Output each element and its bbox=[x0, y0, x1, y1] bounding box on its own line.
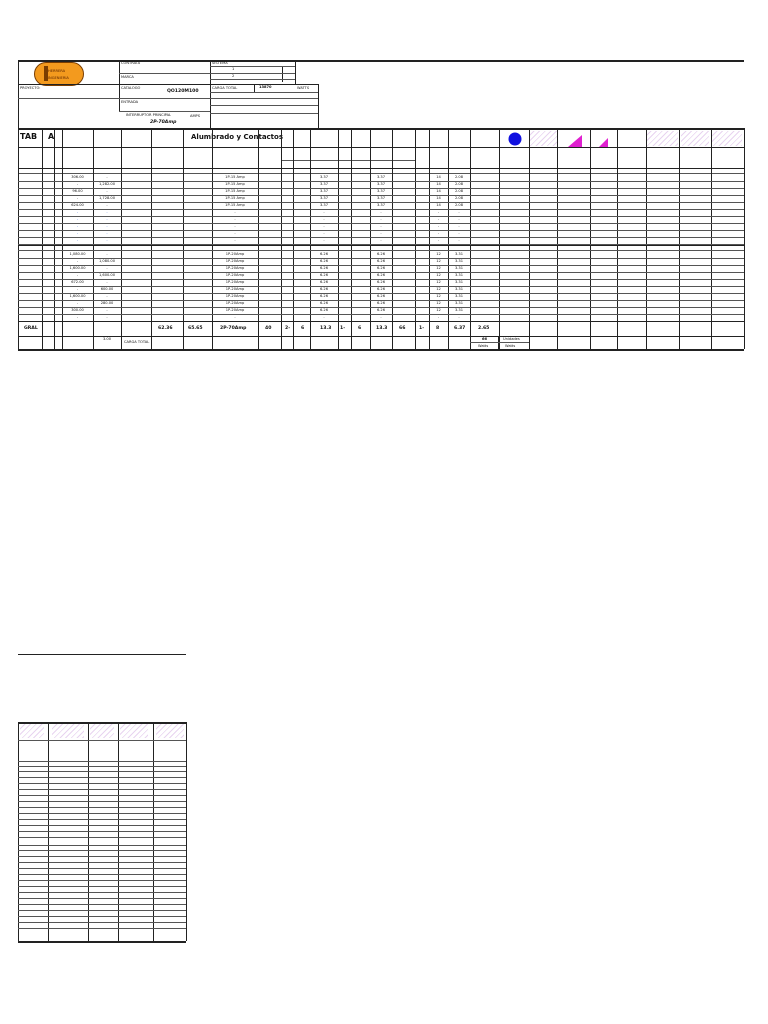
table-cell: 6.26 bbox=[376, 287, 385, 291]
total-value: 6.37 bbox=[454, 326, 466, 331]
table-cell: 3.37 bbox=[319, 182, 328, 186]
table-column-line bbox=[338, 128, 339, 349]
table-cell: 6.26 bbox=[376, 308, 385, 312]
table-column-line bbox=[590, 128, 591, 349]
amps-label: AMPS bbox=[190, 114, 201, 118]
total-label: GRAL bbox=[24, 326, 38, 331]
table-cell: 3.37 bbox=[319, 189, 328, 193]
carga-total-label: CARGA TOTAL bbox=[212, 86, 238, 90]
table-cell: 1P-20Amp bbox=[225, 280, 245, 284]
table-cell: - bbox=[380, 224, 382, 228]
hatched-icon bbox=[20, 724, 44, 738]
table-cell: - bbox=[458, 315, 460, 319]
table-cell: 3.37 bbox=[319, 203, 328, 207]
interruptor-label: INTERRUPTOR PRINCIPAL bbox=[126, 113, 172, 117]
table-cell: 1P-15 Amp bbox=[225, 175, 245, 179]
table-cell: 6.26 bbox=[319, 266, 328, 270]
table-cell: 1,600.00 bbox=[69, 294, 86, 298]
table-cell: 6.26 bbox=[376, 280, 385, 284]
table-cell: 1P-15 Amp bbox=[225, 196, 245, 200]
hatched-icon bbox=[120, 724, 148, 738]
table-cell: 2.08 bbox=[454, 189, 463, 193]
table-column-line bbox=[293, 128, 294, 349]
total-value: 1- bbox=[419, 326, 425, 331]
hatched-icon bbox=[156, 724, 184, 738]
table-cell: 14 bbox=[436, 182, 441, 186]
total-value: 8 bbox=[436, 326, 440, 331]
table-cell: - bbox=[458, 217, 460, 221]
table-column-line bbox=[151, 128, 152, 349]
table-cell: - bbox=[458, 238, 460, 242]
table-cell: 12 bbox=[436, 266, 441, 270]
table-cell: - bbox=[76, 287, 79, 291]
tab-label: TAB bbox=[20, 132, 38, 141]
table-cell: - bbox=[234, 224, 236, 228]
table-cell: - bbox=[76, 259, 79, 263]
table-cell: 2.08 bbox=[454, 182, 463, 186]
table-cell: 3.37 bbox=[376, 182, 385, 186]
table-cell: 1P-15 Amp bbox=[225, 189, 245, 193]
tab-value: A bbox=[48, 132, 55, 141]
table-cell: - bbox=[380, 238, 382, 242]
table-cell: 2.08 bbox=[454, 196, 463, 200]
table-cell: 6.26 bbox=[376, 259, 385, 263]
table-cell: 6.26 bbox=[376, 273, 385, 277]
sistema-value-2: 2 bbox=[232, 74, 235, 78]
table-cell: 12 bbox=[436, 301, 441, 305]
table-cell: 12 bbox=[436, 273, 441, 277]
table-cell: 2.08 bbox=[454, 175, 463, 179]
table-cell: 1P-20Amp bbox=[225, 294, 245, 298]
table-cell: 3.31 bbox=[454, 287, 463, 291]
magenta-wedge-small-icon bbox=[599, 138, 608, 147]
table-cell: 672.00 bbox=[71, 280, 84, 284]
table-cell: - bbox=[323, 315, 325, 319]
total-value: 66 bbox=[399, 326, 406, 331]
total-breaker: 2P-70Amp bbox=[220, 326, 247, 331]
table-cell: 12 bbox=[436, 280, 441, 284]
total-value: 2.65 bbox=[478, 326, 490, 331]
table-cell: 14 bbox=[436, 196, 441, 200]
table-cell: - bbox=[380, 217, 382, 221]
table-cell: 14 bbox=[436, 175, 441, 179]
table-title: Alumbrado y Contactos bbox=[191, 133, 284, 141]
table-cell: - bbox=[76, 210, 79, 214]
catalogo-label: CATALOGO bbox=[121, 86, 141, 90]
table-cell: 280.00 bbox=[100, 301, 114, 305]
table-cell: - bbox=[106, 217, 108, 221]
table-cell: 1P-20Amp bbox=[225, 266, 245, 270]
table-cell: 6.26 bbox=[319, 273, 328, 277]
table-cell: 6.26 bbox=[319, 259, 328, 263]
table-cell: - bbox=[106, 308, 108, 312]
logo-text-top: HERRERA bbox=[48, 69, 66, 73]
table-cell: 3.31 bbox=[454, 252, 463, 256]
table-cell: - bbox=[437, 231, 440, 235]
total-value: 62.36 bbox=[158, 326, 173, 331]
table-cell: - bbox=[106, 315, 108, 319]
table-cell: 14 bbox=[436, 203, 441, 207]
total-value: 40 bbox=[265, 326, 272, 331]
units-label: Unidades bbox=[503, 337, 520, 341]
table-cell: - bbox=[323, 231, 325, 235]
table-column-line bbox=[392, 128, 393, 349]
table-cell: - bbox=[106, 252, 108, 256]
proyecto-label: PROYECTO: bbox=[20, 86, 41, 90]
table-cell: - bbox=[106, 189, 108, 193]
entrada-label: ENTRADA bbox=[121, 100, 139, 104]
table-cell: 6.26 bbox=[319, 252, 328, 256]
hatched-icon bbox=[646, 131, 678, 146]
table-cell: - bbox=[106, 203, 108, 207]
table-cell: - bbox=[76, 217, 79, 221]
table-cell: - bbox=[106, 210, 108, 214]
table-cell: 6.26 bbox=[376, 266, 385, 270]
table-cell: - bbox=[76, 273, 79, 277]
sistema-value-1: 1 bbox=[232, 67, 235, 71]
table-cell: 1P-20Amp bbox=[225, 252, 245, 256]
table-cell: - bbox=[106, 294, 108, 298]
table-cell: 3.31 bbox=[454, 273, 463, 277]
table-cell: - bbox=[106, 224, 108, 228]
table-cell: - bbox=[234, 217, 236, 221]
table-cell: - bbox=[380, 315, 382, 319]
total-value: 1- bbox=[340, 326, 346, 331]
table-cell: 1P-20Amp bbox=[225, 259, 245, 263]
table-cell: 600.00 bbox=[100, 287, 114, 291]
table-cell: - bbox=[234, 238, 236, 242]
blue-circle-icon bbox=[509, 133, 522, 146]
table-cell: - bbox=[437, 315, 440, 319]
table-cell: - bbox=[106, 280, 108, 284]
table-cell: - bbox=[234, 210, 236, 214]
table-cell: 3.37 bbox=[376, 175, 385, 179]
table-column-line bbox=[529, 128, 530, 349]
table-cell: - bbox=[323, 210, 325, 214]
table-cell: 3.37 bbox=[376, 189, 385, 193]
table-cell: - bbox=[437, 217, 440, 221]
table-cell: - bbox=[437, 238, 440, 242]
table-column-line bbox=[711, 128, 712, 349]
table-column-line bbox=[54, 128, 55, 349]
table-cell: - bbox=[437, 224, 440, 228]
table-cell: 1,282.00 bbox=[98, 182, 115, 186]
table-cell: 3.31 bbox=[454, 301, 463, 305]
table-cell: 6.26 bbox=[376, 301, 385, 305]
table-column-line bbox=[281, 128, 282, 349]
table-cell: 306.00 bbox=[71, 175, 84, 179]
table-column-line bbox=[42, 128, 43, 349]
footer-value: 3.00 bbox=[103, 337, 112, 341]
table-cell: 6.26 bbox=[319, 308, 328, 312]
table-cell: - bbox=[76, 231, 79, 235]
table-cell: - bbox=[106, 175, 108, 179]
table-cell: 6.26 bbox=[376, 252, 385, 256]
watts-label: WATTS bbox=[297, 86, 310, 90]
table-column-line bbox=[499, 128, 500, 349]
table-cell: 1,080.00 bbox=[69, 252, 86, 256]
table-cell: - bbox=[458, 224, 460, 228]
table-cell: 96.00 bbox=[72, 189, 83, 193]
watts-unit: Watts bbox=[505, 344, 516, 348]
table-cell: 3.37 bbox=[376, 203, 385, 207]
total-value: 6 bbox=[358, 326, 362, 331]
total-value: 65.65 bbox=[188, 326, 203, 331]
total-value: 6 bbox=[301, 326, 305, 331]
table-cell: 3.37 bbox=[319, 175, 328, 179]
table-cell: 1P-20Amp bbox=[225, 301, 245, 305]
table-cell: 3.31 bbox=[454, 280, 463, 284]
table-cell: 12 bbox=[436, 252, 441, 256]
table-cell: - bbox=[323, 238, 325, 242]
table-cell: - bbox=[76, 301, 79, 305]
table-column-line bbox=[557, 128, 558, 349]
table-cell: 3.31 bbox=[454, 266, 463, 270]
marca-label: MARCA bbox=[121, 75, 134, 79]
total-value: 13.3 bbox=[320, 326, 332, 331]
table-cell: - bbox=[76, 196, 79, 200]
table-column-line bbox=[617, 128, 618, 349]
table-cell: 6.26 bbox=[319, 287, 328, 291]
table-cell: 1P-20Amp bbox=[225, 273, 245, 277]
table-cell: - bbox=[76, 315, 79, 319]
table-cell: - bbox=[106, 231, 108, 235]
table-cell: 3.37 bbox=[376, 196, 385, 200]
table-column-line bbox=[183, 128, 184, 349]
table-cell: - bbox=[76, 182, 79, 186]
table-cell: 3.31 bbox=[454, 308, 463, 312]
table-cell: 6.26 bbox=[319, 301, 328, 305]
table-column-line bbox=[351, 128, 352, 349]
table-cell: - bbox=[234, 315, 236, 319]
catalogo-value: QO120M100 bbox=[167, 89, 199, 94]
table-cell: 1,600.00 bbox=[98, 273, 115, 277]
table-column-line bbox=[121, 128, 122, 349]
table-cell: 3.31 bbox=[454, 294, 463, 298]
table-cell: 2.08 bbox=[454, 203, 463, 207]
table-cell: 1P-20Amp bbox=[225, 308, 245, 312]
table-column-line bbox=[18, 128, 19, 349]
table-cell: 12 bbox=[436, 294, 441, 298]
table-cell: 3.37 bbox=[319, 196, 328, 200]
hatched-icon bbox=[712, 131, 742, 146]
hatched-icon bbox=[90, 724, 114, 738]
footer-label: CARGA TOTAL bbox=[124, 340, 150, 344]
table-cell: - bbox=[234, 231, 236, 235]
table-cell: - bbox=[458, 210, 460, 214]
table-cell: 12 bbox=[436, 308, 441, 312]
table-cell: 1P-20Amp bbox=[225, 287, 245, 291]
table-column-line bbox=[744, 128, 745, 349]
sistema-label: SISTEMA bbox=[212, 61, 228, 65]
table-cell: 1,080.00 bbox=[98, 259, 115, 263]
table-cell: 300.00 bbox=[71, 308, 84, 312]
table-cell: 6.26 bbox=[376, 294, 385, 298]
table-cell: 6.26 bbox=[319, 280, 328, 284]
table-cell: 1P-15 Amp bbox=[225, 182, 245, 186]
table-cell: 14 bbox=[436, 189, 441, 193]
table-cell: - bbox=[323, 217, 325, 221]
carga-total-value: 13870 bbox=[259, 85, 272, 89]
table-cell: 6.26 bbox=[319, 294, 328, 298]
units-value: 66 bbox=[482, 337, 488, 341]
contrata-label: CONTRATA bbox=[121, 61, 141, 65]
table-cell: - bbox=[437, 210, 440, 214]
table-cell: - bbox=[76, 238, 79, 242]
table-cell: - bbox=[380, 231, 382, 235]
hatched-icon bbox=[681, 131, 709, 146]
table-cell: 3.31 bbox=[454, 259, 463, 263]
total-value: 13.3 bbox=[376, 326, 388, 331]
table-cell: - bbox=[106, 238, 108, 242]
table-cell: 12 bbox=[436, 287, 441, 291]
table-cell: - bbox=[323, 224, 325, 228]
table-cell: 624.00 bbox=[71, 203, 84, 207]
hatched-icon bbox=[529, 131, 557, 146]
table-cell: - bbox=[380, 210, 382, 214]
table-column-line bbox=[679, 128, 680, 349]
total-value: 2- bbox=[285, 326, 291, 331]
hatched-icon bbox=[52, 724, 84, 738]
interruptor-value: 2P-70Amp bbox=[150, 120, 177, 125]
table-column-line bbox=[646, 128, 647, 349]
table-cell: - bbox=[458, 231, 460, 235]
table-cell: 1,600.00 bbox=[69, 266, 86, 270]
table-column-line bbox=[415, 128, 416, 349]
table-cell: - bbox=[76, 224, 79, 228]
logo-text-bottom: INGENIERIA bbox=[48, 76, 69, 80]
company-logo bbox=[34, 62, 84, 86]
table-column-line bbox=[258, 128, 259, 349]
table-column-line bbox=[470, 128, 471, 349]
table-cell: 1,728.00 bbox=[98, 196, 115, 200]
magenta-wedge-icon bbox=[568, 135, 582, 147]
table-cell: 1P-15 Amp bbox=[225, 203, 245, 207]
watts-unit: Watts bbox=[478, 344, 489, 348]
table-cell: - bbox=[106, 266, 108, 270]
table-cell: 12 bbox=[436, 259, 441, 263]
